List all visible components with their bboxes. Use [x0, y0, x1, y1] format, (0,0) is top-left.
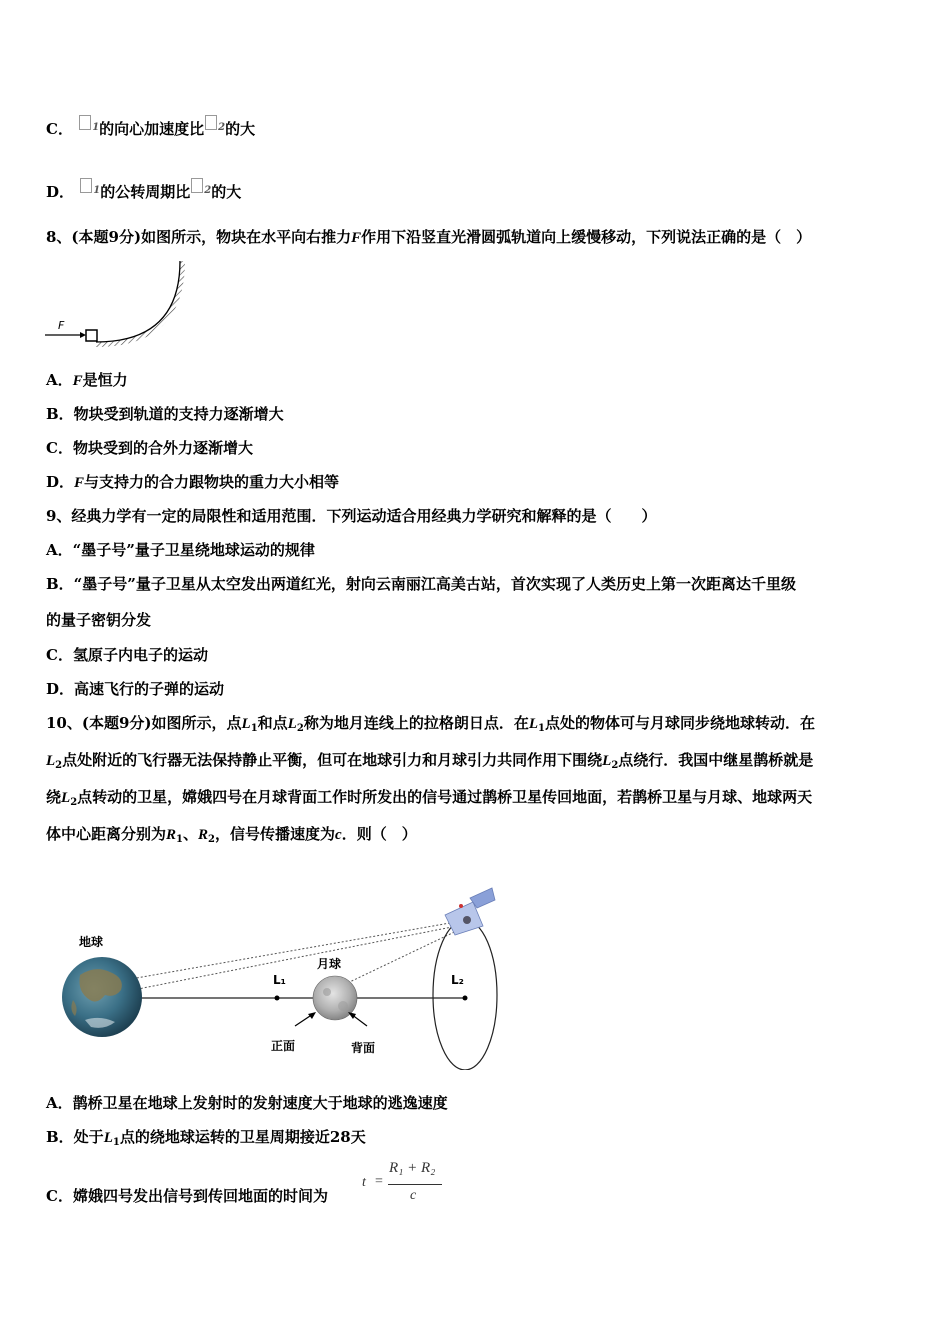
- q7-c-label: C．: [46, 120, 73, 138]
- l2-point: [463, 996, 468, 1001]
- q7-d-sub1: 1: [93, 185, 101, 196]
- q10-L-var: L: [528, 716, 538, 732]
- q8-stem-b: 作用下沿竖直光滑圆弧轨道向上缓慢移动，下列说法正确的是（ ）: [361, 228, 812, 246]
- moon-satellite-dotted-line: [337, 926, 467, 988]
- q10-L-var: L: [602, 753, 612, 769]
- q10-R-var: R: [198, 827, 209, 843]
- q10-stem-line2: [46, 750, 813, 776]
- q8-d-label: D．: [46, 473, 75, 491]
- q7-c-sub2: 2: [218, 122, 226, 133]
- q8-option-c: C．物块受到的合外力逐渐增大: [46, 439, 253, 457]
- earth-label: 地球: [79, 935, 104, 949]
- q8-block: [86, 330, 97, 341]
- back-arrowhead: [348, 1012, 356, 1019]
- q7-c-mid: 的向心加速度比: [99, 120, 205, 138]
- formula-fraction-bar: [388, 1184, 442, 1185]
- q10-sub: 2: [296, 723, 304, 734]
- moon-label: 月球: [317, 957, 342, 971]
- missing-glyph-icon: [80, 178, 92, 193]
- q10-stem-line3: [46, 787, 812, 813]
- l2-label: L₂: [451, 973, 464, 987]
- q9-option-b-line2: 的量子密钥分发: [46, 611, 152, 629]
- q10-text: 点绕行．我国中继星鹊桥就是: [618, 751, 814, 769]
- q8-a-label: A．: [46, 371, 73, 389]
- q10-text: 绕: [46, 788, 62, 806]
- q8-force-arrowhead: [80, 332, 86, 338]
- q10-c-formula: [362, 1160, 452, 1208]
- q10-sub: 1: [250, 723, 258, 734]
- q8-option-d: [46, 472, 339, 493]
- q10-sub: 1: [176, 834, 183, 845]
- q10-b-sub: 1: [112, 1137, 120, 1148]
- q8-option-a: [46, 370, 128, 391]
- q8-a-var: F: [72, 373, 83, 389]
- q8-a-text: 是恒力: [82, 371, 128, 389]
- q10-text: 称为地月连线上的拉格朗日点．在: [303, 714, 529, 732]
- q7-d-sub2: 2: [204, 185, 212, 196]
- q10-b-label: B．处于: [46, 1128, 104, 1146]
- q10-stem-line1: [46, 713, 815, 739]
- l2-halo-orbit: [433, 920, 497, 1070]
- q7-option-c: [46, 115, 255, 139]
- q10-L-var: L: [46, 753, 56, 769]
- q10-earth-moon-figure: [55, 880, 505, 1070]
- earth-satellite-dotted-line-top: [125, 920, 467, 980]
- q8-arc-track-figure: [40, 256, 200, 348]
- q8-force-var: F: [351, 230, 362, 246]
- q10-b-var: L: [103, 1130, 113, 1146]
- missing-glyph-icon: [79, 115, 91, 130]
- q9-option-d: D．高速飞行的子弹的运动: [46, 680, 225, 698]
- q10-sub: 2: [611, 760, 619, 771]
- q10-c-var: c: [335, 827, 342, 843]
- q10-text: ，信号传播速度为: [215, 825, 336, 843]
- formula-eq: =: [375, 1174, 383, 1189]
- q10-text: 和点: [257, 714, 288, 732]
- q10-L-var: L: [61, 790, 71, 806]
- q7-d-end: 的大: [211, 183, 242, 201]
- q8-d-text: 与支持力的合力跟物块的重力大小相等: [84, 473, 340, 491]
- relay-satellite-icon: [445, 888, 495, 935]
- front-label: 正面: [271, 1039, 296, 1053]
- moon-crater: [338, 1001, 348, 1011]
- q10-L-var: L: [241, 716, 251, 732]
- q10-text: 点转动的卫星，嫦娥四号在月球背面工作时所发出的信号通过鹊桥卫星传回地面，若鹊桥卫星与月球、地球两天: [77, 788, 813, 806]
- q10-stem-line4: [46, 824, 417, 850]
- moon-crater: [323, 988, 331, 996]
- q10-R-var: R: [166, 827, 177, 843]
- l1-point: [275, 996, 280, 1001]
- q10-sub: 1: [538, 723, 545, 734]
- formula-denominator: c: [410, 1188, 417, 1203]
- q8-d-var: F: [74, 475, 85, 491]
- q10-option-c: [46, 1186, 328, 1206]
- q10-option-b: [46, 1127, 366, 1153]
- back-label: 背面: [351, 1041, 376, 1055]
- q8-fig-force-label: F: [58, 319, 65, 332]
- q10-text: ．则（ ）: [341, 825, 417, 843]
- q9-stem: 9、经典力学有一定的局限性和适用范围．下列运动适合用经典力学研究和解释的是（ ）: [46, 507, 657, 525]
- earth-satellite-dotted-line-bottom: [133, 924, 467, 990]
- q8-option-b: B．物块受到轨道的支持力逐渐增大: [46, 405, 284, 423]
- q10-b-text: 点的绕地球运转的卫星周期接近28天: [119, 1128, 366, 1146]
- q10-sub: 2: [55, 760, 63, 771]
- q9-option-c: C．氢原子内电子的运动: [46, 646, 208, 664]
- q10-sub: 2: [70, 797, 78, 808]
- q10-text: 、: [183, 825, 199, 843]
- q10-option-a: A．鹊桥卫星在地球上发射时的发射速度大于地球的逃逸速度: [46, 1094, 448, 1112]
- q7-option-d: [46, 178, 241, 202]
- q9-option-b-line1: B．“墨子号”量子卫星从太空发出两道红光，射向云南丽江高美古站，首次实现了人类历史上第一次距离达千里级: [46, 575, 796, 593]
- q8-arc-track: [96, 261, 180, 342]
- q10-L-var: L: [287, 716, 297, 732]
- missing-glyph-icon: [191, 178, 203, 193]
- q10-text: 点处附近的飞行器无法保持静止平衡，但可在地球引力和月球引力共同作用下围绕: [62, 751, 603, 769]
- l1-label: L₁: [273, 973, 286, 987]
- q10-text: 体中心距离分别为: [46, 825, 167, 843]
- q9-option-a: A．“墨子号”量子卫星绕地球运动的规律: [46, 541, 315, 559]
- q10-c-text: C．嫦娥四号发出信号到传回地面的时间为: [46, 1187, 328, 1205]
- front-arrowhead: [308, 1012, 316, 1019]
- q10-sub: 2: [208, 834, 215, 845]
- q8-stem: [46, 227, 811, 248]
- q10-text: 10、(本题9分)如图所示，点: [46, 714, 242, 732]
- q8-stem-a: 8、(本题9分)如图所示，物块在水平向右推力: [46, 228, 352, 246]
- q7-c-sub1: 1: [92, 122, 100, 133]
- formula-numerator: R₁ + R₂: [389, 1160, 436, 1176]
- formula-t: t: [362, 1175, 366, 1190]
- missing-glyph-icon: [205, 115, 217, 130]
- q7-c-end: 的大: [225, 120, 256, 138]
- q10-text: 点处的物体可与月球同步绕地球转动．在: [544, 714, 815, 732]
- q7-d-mid: 的公转周期比: [100, 183, 191, 201]
- q7-d-label: D．: [46, 183, 75, 201]
